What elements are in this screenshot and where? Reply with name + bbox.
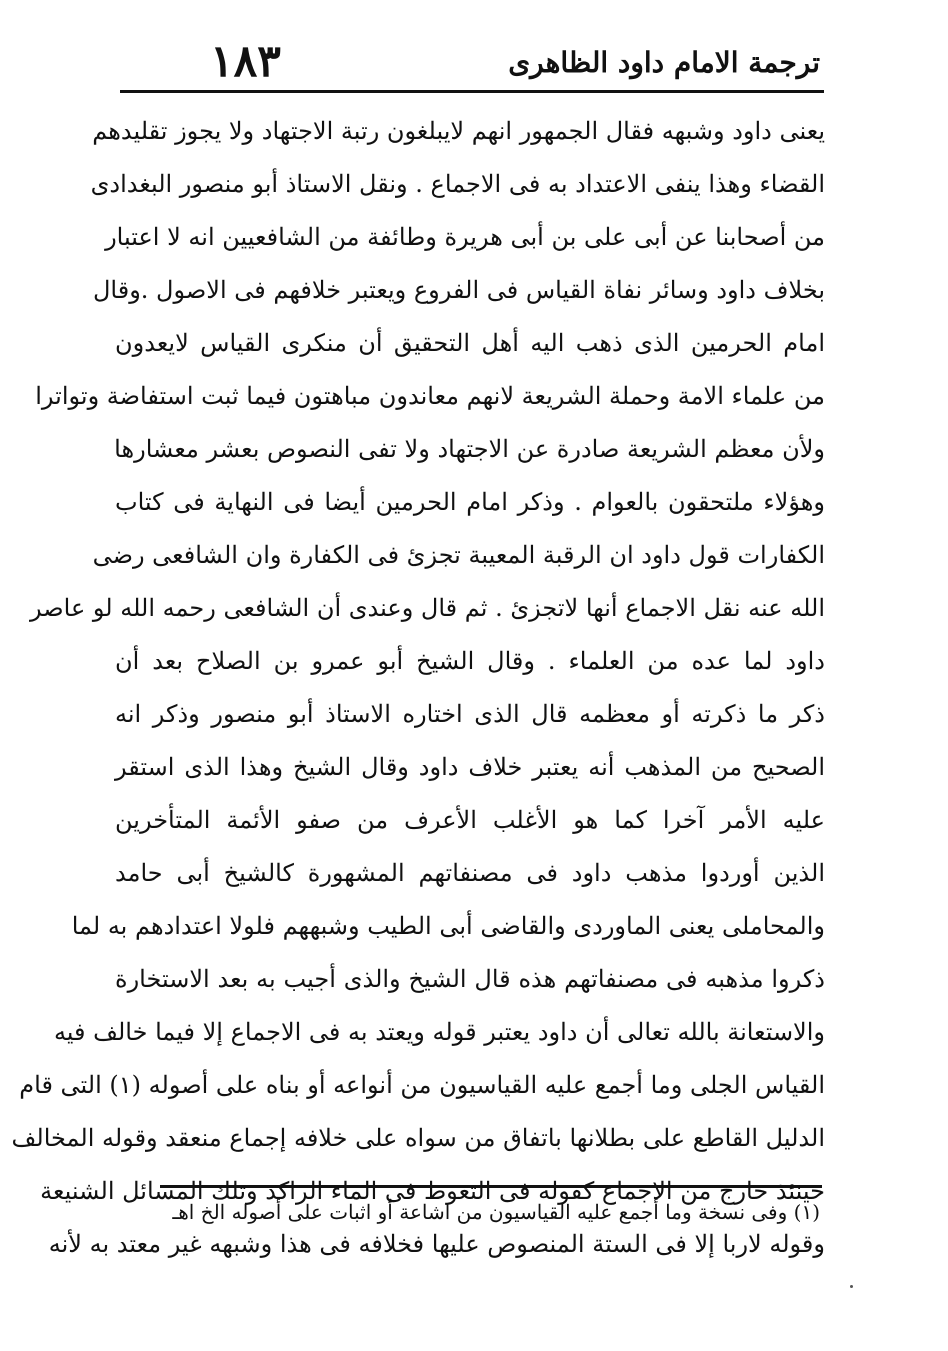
text-line: من أصحابنا عن أبى على بن أبى هريرة وطائفة من الشافعيين انه لا اعتبار: [105, 223, 825, 251]
text-line: الذين أوردوا مذهب داود فى مصنفاتهم المشهورة كالشيخ أبى حامد: [115, 859, 825, 887]
page-header: [120, 28, 824, 93]
text-line: القياس الجلى وما أجمع عليه القياسيون من أنواعه أو بناه على أصوله (١) التى قام: [19, 1071, 825, 1099]
running-title: ترجمة الامام داود الظاهرى: [508, 46, 820, 79]
text-line: ذكر ما ذكرته أو معظمه قال الذى اختاره الاستاذ أبو منصور وذكر انه: [115, 700, 825, 728]
text-line: داود لما عده من العلماء . وقال الشيخ أبو عمرو بن الصلاح بعد أن: [115, 647, 825, 675]
text-line: الكفارات قول داود ان الرقبة المعيبة تجزئ فى الكفارة وان الشافعى رضى: [92, 541, 825, 569]
scan-speck: [850, 1285, 853, 1288]
text-line: حينئذ خارج من الاجماع كقوله فى التغوط فى الماء الراكد وتلك المسائل الشنيعة: [40, 1177, 825, 1205]
text-line: بخلاف داود وسائر نفاة القياس فى الفروع ويعتبر خلافهم فى الاصول .وقال: [92, 276, 825, 304]
footnote: (١) وفى نسخة وما أجمع عليه القياسيون من اشاعة أو اثبات على أصوله الخ اهـ: [172, 1200, 820, 1224]
text-line: ولأن معظم الشريعة صادرة عن الاجتهاد ولا تفى النصوص بعشر معشارها: [114, 435, 825, 463]
text-line: ذكروا مذهبه فى مصنفاتهم هذه قال الشيخ والذى أجيب به بعد الاستخارة: [115, 965, 825, 993]
main-text: [11, 105, 826, 1271]
text-line: الله عنه نقل الاجماع أنها لاتجزئ . ثم قال وعندى أن الشافعى رحمه الله لو عاصر: [30, 594, 825, 622]
text-line: امام الحرمين الذى ذهب اليه أهل التحقيق أن منكرى القياس لايعدون: [115, 329, 825, 357]
text-line: من علماء الامة وحملة الشريعة لانهم معاندون مباهتون فيما ثبت استفاضة وتواترا: [35, 382, 825, 410]
text-line: عليه الأمر آخرا كما هو الأغلب الأعرف من صفو الأئمة المتأخرين: [115, 806, 826, 834]
text-line: وهؤلاء ملتحقون بالعوام . وذكر امام الحرمين أيضا فى النهاية فى كتاب: [115, 488, 825, 516]
page-number: ١٨٣: [210, 36, 281, 87]
text-line: والمحاملى يعنى الماوردى والقاضى أبى الطيب وشبههم فلولا اعتدادهم به لما: [71, 912, 825, 940]
text-line: وقوله لاربا إلا فى الستة المنصوص عليها فخلافه فى هذا وشبهه غير معتد به لأنه: [48, 1230, 825, 1258]
text-line: القضاء وهذا ينفى الاعتداد به فى الاجماع . ونقل الاستاذ أبو منصور البغدادى: [90, 170, 825, 198]
text-line: الدليل القاطع على بطلانها باتفاق من سواه على خلافه إجماع منعقد وقوله المخالف: [11, 1124, 825, 1152]
text-line: والاستعانة بالله تعالى أن داود يعتبر قوله ويعتد به فى الاجماع إلا فيما خالف فيه: [53, 1018, 825, 1046]
footnote-divider: [160, 1185, 822, 1188]
text-line: الصحيح من المذهب أنه يعتبر خلاف داود وقال الشيخ وهذا الذى استقر: [115, 753, 825, 781]
text-line: يعنى داود وشبهه فقال الجمهور انهم لايبلغون رتبة الاجتهاد ولا يجوز تقليدهم: [92, 117, 825, 145]
